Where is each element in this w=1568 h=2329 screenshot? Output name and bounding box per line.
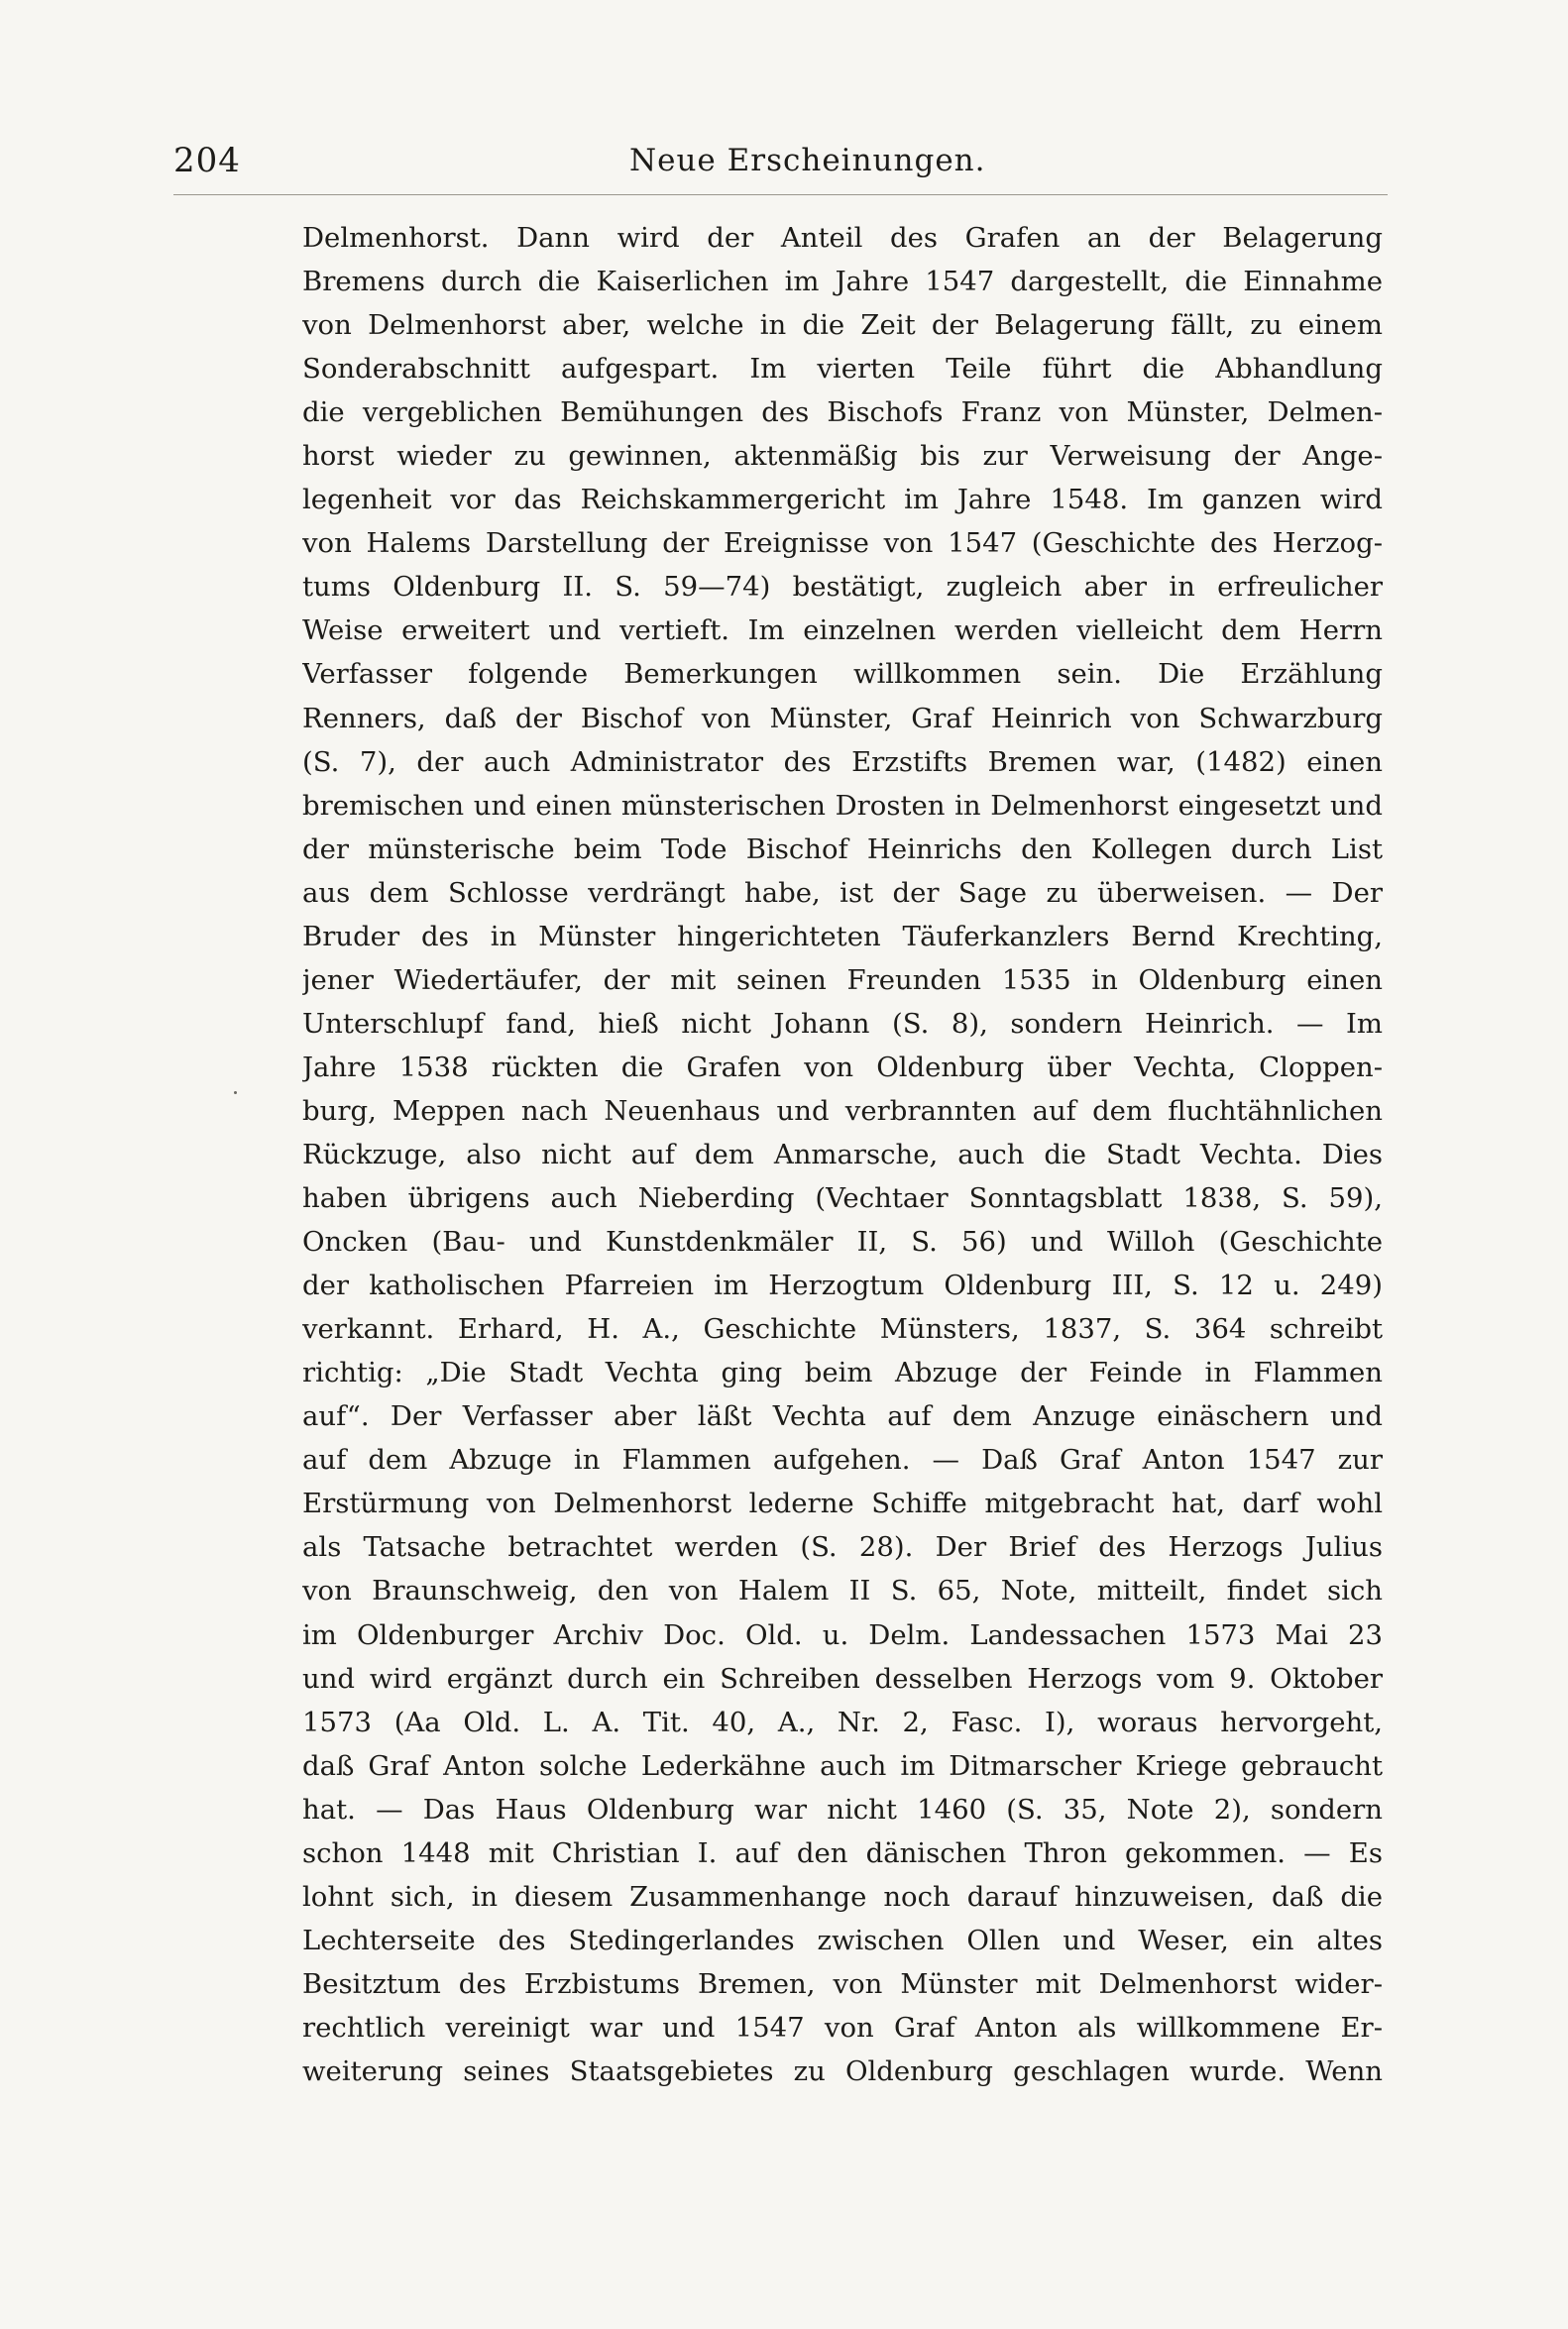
text-line: der katholischen Pfarreien im Herzogtum Oldenburg III, S. 12 u. 249) — [302, 1270, 1383, 1302]
text-line: Lechterseite des Stedingerlandes zwischen Ollen und Weser, ein altes — [302, 1924, 1383, 1956]
margin-speck — [234, 1091, 237, 1094]
text-line: haben übrigens auch Nieberding (Vechtaer Sonntagsblatt 1838, S. 59), — [302, 1182, 1383, 1215]
text-line: Weise erweitert und vertieft. Im einzelnen werden vielleicht dem Herrn — [302, 614, 1383, 647]
text-line: Verfasser folgende Bemerkungen willkommen sein. Die Erzählung — [302, 658, 1383, 691]
text-line: weiterung seines Staatsgebietes zu Oldenburg geschlagen wurde. Wenn — [302, 2054, 1383, 2087]
text-line: jener Wiedertäufer, der mit seinen Freunden 1535 in Oldenburg einen — [302, 963, 1383, 996]
text-line: als Tatsache betrachtet werden (S. 28). Der Brief des Herzogs Julius — [302, 1531, 1383, 1564]
text-line: aus dem Schlosse verdrängt habe, ist der Sage zu überweisen. — Der — [302, 876, 1383, 909]
text-line: (S. 7), der auch Administrator des Erzstifts Bremen war, (1482) einen — [302, 745, 1383, 778]
text-line: der münsterische beim Tode Bischof Heinrichs den Kollegen durch List — [302, 832, 1383, 865]
text-line: auf dem Abzuge in Flammen aufgehen. — Daß Graf Anton 1547 zur — [302, 1444, 1383, 1477]
text-line: Sonderabschnitt aufgespart. Im vierten Teile führt die Abhandlung — [302, 353, 1383, 386]
text-line: burg, Meppen nach Neuenhaus und verbrannten auf dem fluchtähnlichen — [302, 1094, 1383, 1127]
header-rule — [173, 194, 1388, 195]
text-line: von Delmenhorst aber, welche in die Zeit der Belagerung fällt, zu einem — [302, 309, 1383, 342]
text-line: rechtlich vereinigt war und 1547 von Graf Anton als willkommene Er- — [302, 2011, 1383, 2044]
text-line: legenheit vor das Reichskammergericht im Jahre 1548. Im ganzen wird — [302, 484, 1383, 516]
text-line: bremischen und einen münsterischen Drosten in Delmenhorst eingesetzt und — [302, 789, 1383, 822]
text-line: Rückzuge, also nicht auf dem Anmarsche, auch die Stadt Vechta. Dies — [302, 1138, 1383, 1170]
text-line: daß Graf Anton solche Lederkähne auch im Ditmarscher Kriege gebraucht — [302, 1749, 1383, 1782]
text-line: die vergeblichen Bemühungen des Bischofs Franz von Münster, Delmen- — [302, 396, 1383, 429]
page-header — [173, 141, 1388, 190]
text-line: auf“. Der Verfasser aber läßt Vechta auf dem Anzuge einäschern und — [302, 1400, 1383, 1433]
text-line: von Halems Darstellung der Ereignisse von 1547 (Geschichte des Herzog- — [302, 527, 1383, 560]
text-line: Oncken (Bau- und Kunstdenkmäler II, S. 56) und Willoh (Geschichte — [302, 1226, 1383, 1259]
text-line: hat. — Das Haus Oldenburg war nicht 1460 (S. 35, Note 2), sondern — [302, 1793, 1383, 1826]
text-line: von Braunschweig, den von Halem II S. 65, Note, mitteilt, findet sich — [302, 1575, 1383, 1608]
text-line: schon 1448 mit Christian I. auf den dänischen Thron gekommen. — Es — [302, 1836, 1383, 1869]
text-line: Bruder des in Münster hingerichteten Täuferkanzlers Bernd Krechting, — [302, 920, 1383, 952]
text-line: Erstürmung von Delmenhorst lederne Schiffe mitgebracht hat, darf wohl — [302, 1488, 1383, 1520]
text-line: im Oldenburger Archiv Doc. Old. u. Delm. Landessachen 1573 Mai 23 — [302, 1618, 1383, 1651]
text-line: Jahre 1538 rückten die Grafen von Oldenburg über Vechta, Cloppen- — [302, 1051, 1383, 1083]
text-line: Unterschlupf fand, hieß nicht Johann (S. 8), sondern Heinrich. — Im — [302, 1007, 1383, 1040]
text-line: Besitztum des Erzbistums Bremen, von Münster mit Delmenhorst wider- — [302, 1967, 1383, 2000]
text-line: 1573 (Aa Old. L. A. Tit. 40, A., Nr. 2, Fasc. I), woraus hervorgeht, — [302, 1706, 1383, 1738]
text-line: horst wieder zu gewinnen, aktenmäßig bis zur Verweisung der Ange- — [302, 440, 1383, 473]
text-line: richtig: „Die Stadt Vechta ging beim Abzuge der Feinde in Flammen — [302, 1357, 1383, 1389]
running-head: Neue Erscheinungen. — [629, 143, 986, 178]
text-line: tums Oldenburg II. S. 59—74) bestätigt, zugleich aber in erfreulicher — [302, 571, 1383, 604]
text-line: und wird ergänzt durch ein Schreiben desselben Herzogs vom 9. Oktober — [302, 1662, 1383, 1695]
text-line: lohnt sich, in diesem Zusammenhange noch darauf hinzuweisen, daß die — [302, 1880, 1383, 1913]
text-line: Delmenhorst. Dann wird der Anteil des Grafen an der Belagerung — [302, 222, 1383, 254]
text-line: verkannt. Erhard, H. A., Geschichte Münsters, 1837, S. 364 schreibt — [302, 1313, 1383, 1346]
text-line: Bremens durch die Kaiserlichen im Jahre 1547 dargestellt, die Einnahme — [302, 266, 1383, 298]
page-number: 204 — [173, 141, 241, 180]
text-line: Renners, daß der Bischof von Münster, Graf Heinrich von Schwarzburg — [302, 702, 1383, 734]
body-text — [302, 216, 1383, 2093]
